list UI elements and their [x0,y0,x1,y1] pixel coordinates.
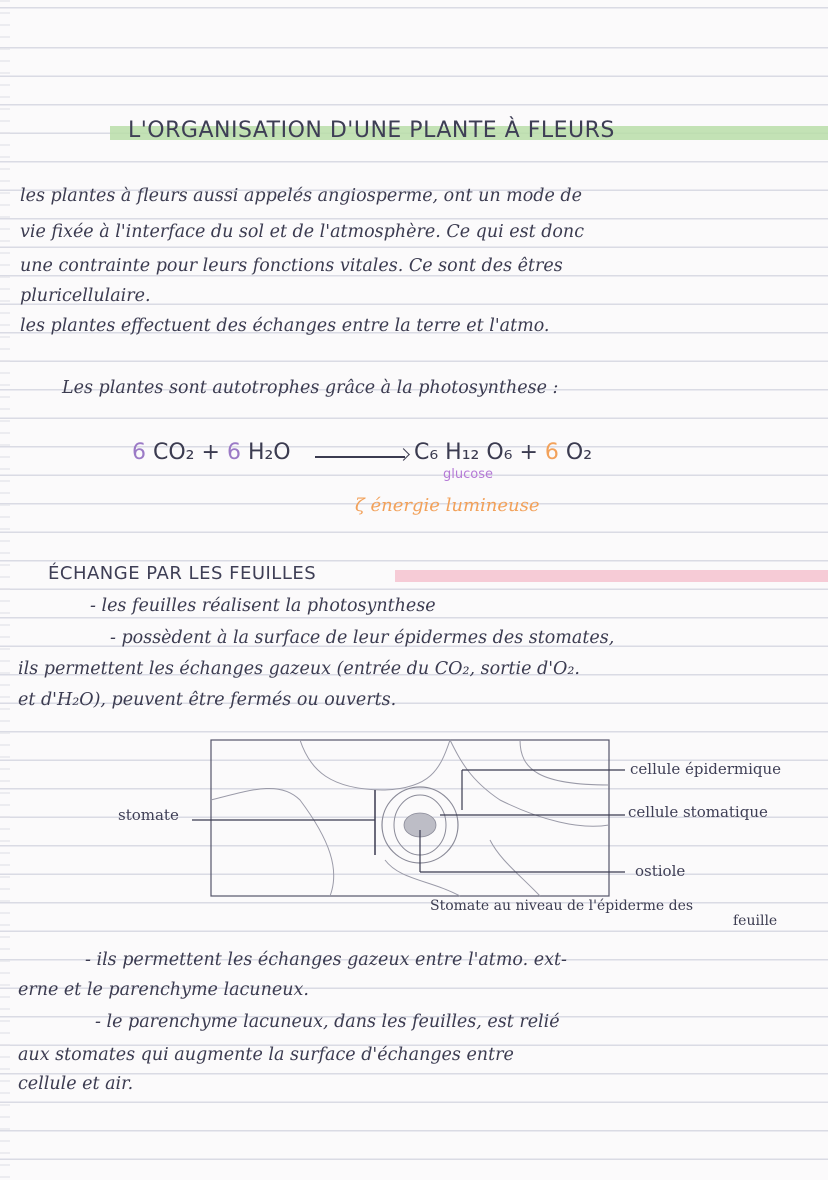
equation-products [414,440,592,465]
intro-line-4: pluricellulaire. [20,286,151,306]
intro-line-5: les plantes effectuent des échanges entre la terre et l'atmo. [20,316,550,336]
label-cellule-epidermique: cellule épidermique [630,760,782,778]
leaves-line-1: - les feuilles réalisent la photosynthese [90,596,436,616]
product-o2: O₂ [565,440,593,465]
coef-o2: 6 [544,440,559,465]
intro-line-1: les plantes à fleurs aussi appelés angiosperme, ont un mode de [20,186,582,206]
notebook-margin [0,0,10,1180]
equation-reactants [132,440,291,465]
intro-line-2: vie fixée à l'interface du sol et de l'atmosphère. Ce qui est donc [20,222,585,242]
light-energy-label: ζ énergie lumineuse [355,495,540,516]
coef-co2: 6 [132,440,146,465]
product-glucose: C₆ H₁₂ O₆ + [414,440,538,465]
coef-h2o: 6 [226,440,241,465]
section-highlight [395,570,828,582]
after-line-3: - le parenchyme lacuneux, dans les feuilles, est relié [95,1012,560,1032]
label-cellule-stomatique: cellule stomatique [628,803,768,821]
leaves-line-2: - possèdent à la surface de leur épidermes des stomates, [110,628,615,648]
after-line-2: erne et le parenchyme lacuneux. [18,980,309,1000]
diagram-caption-end: feuille [733,913,778,929]
reactant-co2: CO₂ + [153,440,220,465]
page-title: L'ORGANISATION D'UNE PLANTE À FLEURS [128,118,615,143]
leaves-line-3: ils permettent les échanges gazeux (entrée du CO₂, sortie d'O₂. [18,659,580,679]
after-line-1: - ils permettent les échanges gazeux entre l'atmo. ext- [85,950,567,970]
intro-line-3: une contrainte pour leurs fonctions vitales. Ce sont des êtres [20,256,563,276]
leaves-line-4: et d'H₂O), peuvent être fermés ou ouverts. [18,690,397,710]
section-title: ÉCHANGE PAR LES FEUILLES [48,563,317,584]
after-line-4: aux stomates qui augmente la surface d'échanges entre [18,1045,514,1065]
label-stomate: stomate [118,806,179,824]
reaction-arrow-head [397,448,410,461]
glucose-label: glucose [443,467,493,482]
after-line-5: cellule et air. [18,1074,134,1094]
photosynthesis-intro: Les plantes sont autotrophes grâce à la photosynthese : [62,378,559,398]
diagram-caption: Stomate au niveau de l'épiderme des [430,898,694,914]
reactant-h2o: H₂O [247,440,291,465]
reaction-arrow [315,456,405,458]
label-ostiole: ostiole [635,862,686,880]
